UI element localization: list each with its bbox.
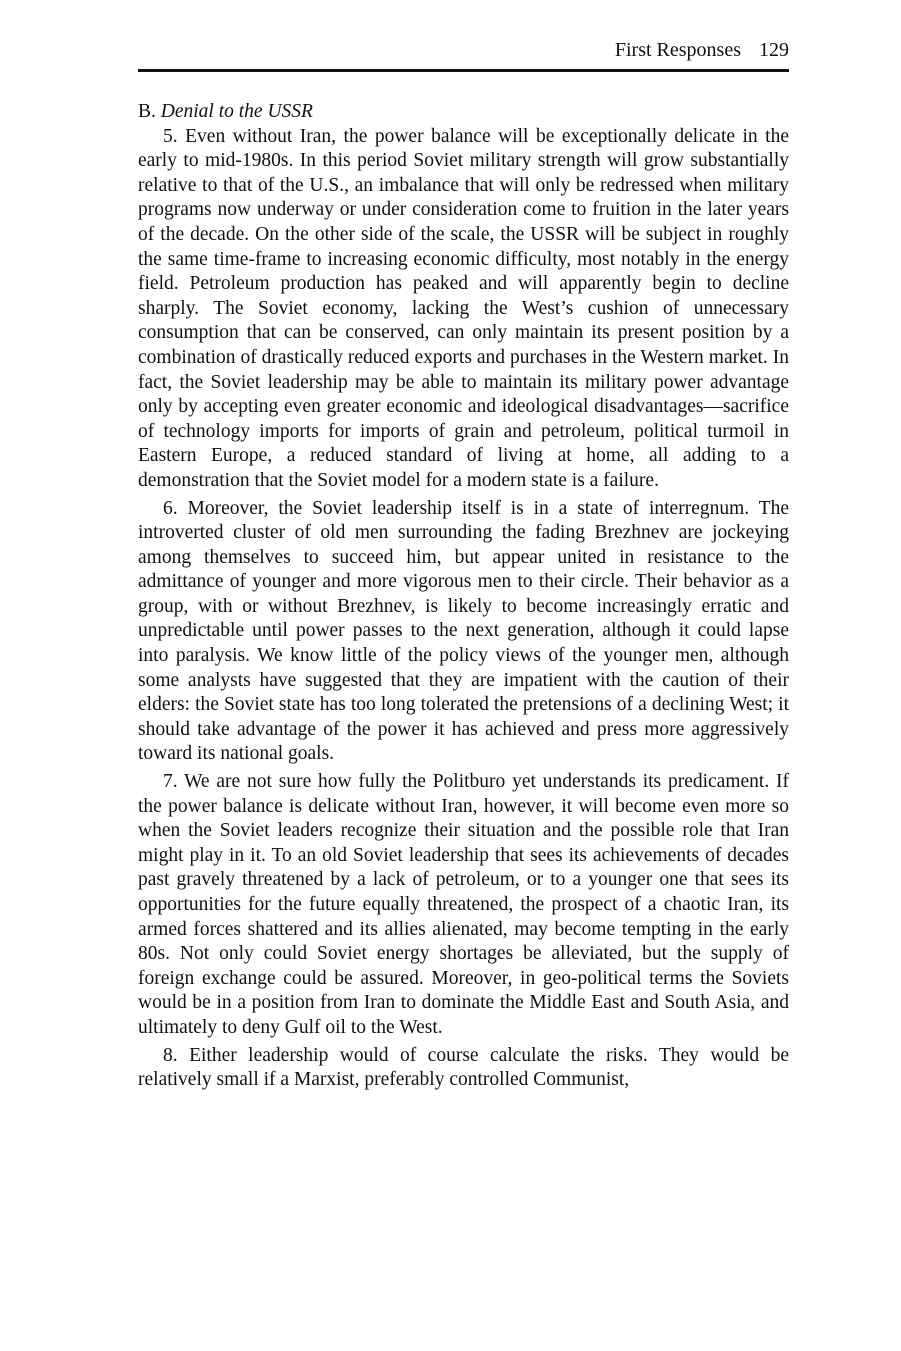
section-letter: B. [138, 101, 156, 122]
header-rule [138, 69, 789, 72]
page-number: 129 [759, 39, 789, 61]
running-head [615, 38, 789, 62]
section-title: Denial to the USSR [160, 101, 313, 122]
document-page [138, 0, 789, 1351]
paragraph-8: 8. Either leadership would of course calculate the risks. They would be relatively small if a Marxist, preferably controlled Communist, [138, 1044, 789, 1091]
running-title: First Responses [614, 39, 741, 61]
paragraph-5: 5. Even without Iran, the power balance will be exceptionally delicate in the early to mid-1980s. In this period Soviet military strength will grow substantially relative to that of the U.S., an imbalance that will only be redressed when military programs now underway or under consideration come to fruition in the later years of the decade. On the other side of the scale, the USSR will be subject in roughly the same time-frame to increasing economic difficulty, most notably in the energy field. Petroleum production has peaked and will apparently begin to decline sharply. The Soviet economy, lacking the West’s cushion of unnecessary consumption that can be conserved, can only maintain its present position by a combination of drastically reduced exports and purchases in the Western market. In fact, the Soviet leadership may be able to maintain its military power advantage only by accepting even greater economic and ideological disadvantages—sacrifice of technology imports for imports of grain and petroleum, political turmoil in Eastern Europe, a reduced standard of living at home, all adding to a demonstration that the Soviet model for a modern state is a failure. [138, 125, 789, 491]
section-heading [138, 100, 789, 125]
body-text [138, 100, 789, 1093]
paragraph-6: 6. Moreover, the Soviet leadership itself is in a state of interregnum. The introverted cluster of old men surrounding the fading Brezhnev are jockeying among themselves to succeed him, but appear united in resistance to the admittance of younger and more vigorous men to their circle. Their behavior as a group, with or without Brezhnev, is likely to become increasingly erratic and unpredictable until power passes to the next generation, although it could lapse into paralysis. We know little of the policy views of the younger men, although some analysts have suggested that they are impatient with the caution of their elders: the Soviet state has too long tolerated the pretensions of a declining West; it should take advantage of the power it has achieved and press more aggressively toward its national goals. [138, 497, 789, 765]
paragraph-7: 7. We are not sure how fully the Politburo yet understands its predicament. If the power balance is delicate without Iran, however, it will become even more so when the Soviet leaders recognize their situation and the possible role that Iran might play in it. To an old Soviet leadership that sees its achievements of decades past gravely threatened by a lack of petroleum, or to a younger one that sees its opportunities for the future equally threatened, the prospect of a chaotic Iran, its armed forces shattered and its allies alienated, may become tempting in the early 80s. Not only could Soviet energy shortages be alleviated, but the supply of foreign exchange could be assured. Moreover, in geo-political terms the Soviets would be in a position from Iran to dominate the Middle East and South Asia, and ultimately to deny Gulf oil to the West. [138, 771, 789, 1038]
